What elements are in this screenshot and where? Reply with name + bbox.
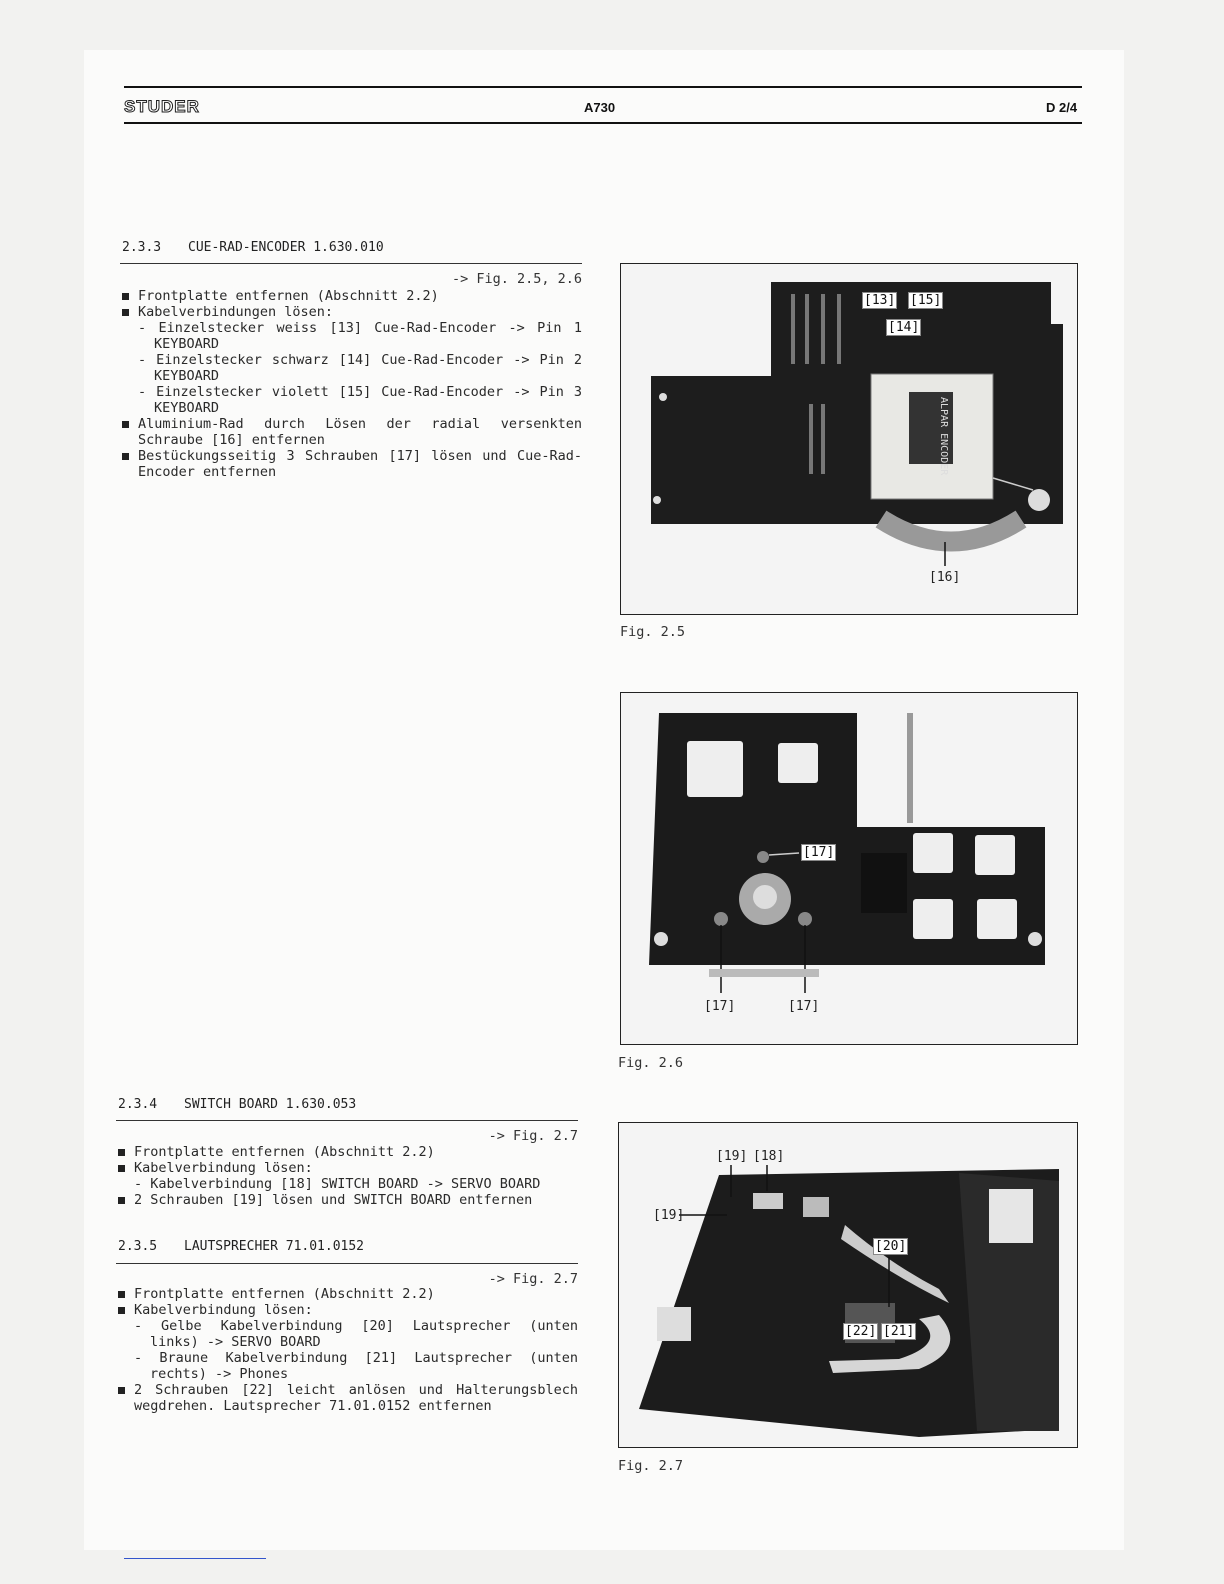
sub-item: - Einzelstecker schwarz [14] Cue-Rad-Encoder -> Pin 2 KEYBOARD <box>138 352 582 384</box>
list-item: Kabelverbindung lösen: - Kabelverbindung [18] SWITCH BOARD -> SERVO BOARD <box>116 1160 578 1192</box>
callout-17-top: [17] <box>803 845 835 860</box>
callout-20: [20] <box>875 1239 907 1254</box>
list-item: Kabelverbindung lösen: - Gelbe Kabelverbindung [20] Lautsprecher (unten links) -> SERVO BOARD - Braune Kabelverbindung [21] Lautsprecher (unten rechts) -> Phones <box>116 1302 578 1382</box>
list-item: Kabelverbindungen lösen: - Einzelstecker weiss [13] Cue-Rad-Encoder -> Pin 1 KEYBOARD - Einzelstecker schwarz [14] Cue-Rad-Encoder -> Pin 2 KEYBOARD - Einzelstecker violett [15] Cue-Rad-Encoder -> Pin 3 KEYBOARD <box>120 304 582 416</box>
page-number: D 2/4 <box>1046 100 1078 115</box>
list-item: Frontplatte entfernen (Abschnitt 2.2) <box>120 288 582 304</box>
callout-17-right: [17] <box>788 999 820 1014</box>
list-item: Frontplatte entfernen (Abschnitt 2.2) <box>116 1286 578 1302</box>
sub-item: - Gelbe Kabelverbindung [20] Lautsprecher (unten links) -> SERVO BOARD <box>134 1318 578 1350</box>
model-title: A730 <box>584 100 616 115</box>
sub-item: - Einzelstecker violett [15] Cue-Rad-Encoder -> Pin 3 KEYBOARD <box>138 384 582 416</box>
figure-2-5 <box>620 263 1078 615</box>
header-rule-top <box>124 86 1082 88</box>
callout-18: [18] <box>753 1149 785 1164</box>
figure-reference: -> Fig. 2.7 <box>488 1271 578 1287</box>
section-heading-235 <box>118 1239 364 1254</box>
section-number: 2.3.5 <box>118 1239 158 1254</box>
sub-item: - Kabelverbindung [18] SWITCH BOARD -> SERVO BOARD <box>134 1176 578 1192</box>
sub-item: - Braune Kabelverbindung [21] Lautsprecher (unten rechts) -> Phones <box>134 1350 578 1382</box>
figure-reference: -> Fig. 2.5, 2.6 <box>451 271 582 287</box>
section-title: SWITCH BOARD 1.630.053 <box>184 1097 357 1112</box>
figure-2-7 <box>618 1122 1078 1448</box>
list-item: 2 Schrauben [19] lösen und SWITCH BOARD entfernen <box>116 1192 578 1208</box>
figure-caption: Fig. 2.6 <box>618 1055 684 1071</box>
section-rule <box>120 263 582 264</box>
section-title: CUE-RAD-ENCODER 1.630.010 <box>188 240 384 255</box>
section-heading-234 <box>118 1097 356 1112</box>
callout-14: [14] <box>888 320 920 335</box>
callout-22: [22] <box>845 1324 877 1339</box>
encoder-mount-photo <box>621 693 1077 1044</box>
section-rule <box>116 1263 578 1264</box>
list-item: Aluminium-Rad durch Lösen der radial versenkten Schraube [16] entfernen <box>120 416 582 448</box>
instruction-list-234 <box>116 1144 578 1208</box>
callout-16: [16] <box>929 570 961 585</box>
callout-17-left: [17] <box>704 999 736 1014</box>
callout-21: [21] <box>883 1324 915 1339</box>
list-item: Frontplatte entfernen (Abschnitt 2.2) <box>116 1144 578 1160</box>
callout-13: [13] <box>864 293 896 308</box>
figure-2-6 <box>620 692 1078 1045</box>
header-rule-bottom <box>124 122 1082 124</box>
section-number: 2.3.4 <box>118 1097 158 1112</box>
callout-19-top: [19] <box>716 1149 748 1164</box>
section-title: LAUTSPRECHER 71.01.0152 <box>184 1239 365 1254</box>
callout-15: [15] <box>910 293 942 308</box>
figure-caption: Fig. 2.5 <box>620 624 686 640</box>
section-heading-233 <box>122 240 384 255</box>
section-number: 2.3.3 <box>122 240 162 255</box>
switch-board-photo <box>619 1123 1077 1447</box>
figure-reference: -> Fig. 2.7 <box>488 1128 578 1144</box>
sub-item: - Einzelstecker weiss [13] Cue-Rad-Encoder -> Pin 1 KEYBOARD <box>138 320 582 352</box>
list-item: 2 Schrauben [22] leicht anlösen und Halterungsblech wegdrehen. Lautsprecher 71.01.0152 entfernen <box>116 1382 578 1414</box>
brand-logo: STUDER <box>124 97 200 116</box>
list-item: Bestückungsseitig 3 Schrauben [17] lösen und Cue-Rad-Encoder entfernen <box>120 448 582 480</box>
encoder-label: ALPAR ENCODER <box>938 397 949 476</box>
figure-caption: Fig. 2.7 <box>618 1458 684 1474</box>
encoder-board-photo <box>621 264 1077 614</box>
instruction-list-235 <box>116 1286 578 1414</box>
footer-link-line <box>124 1558 266 1559</box>
callout-19-left: [19] <box>653 1208 685 1223</box>
instruction-list-233 <box>120 288 582 480</box>
section-rule <box>116 1120 578 1121</box>
